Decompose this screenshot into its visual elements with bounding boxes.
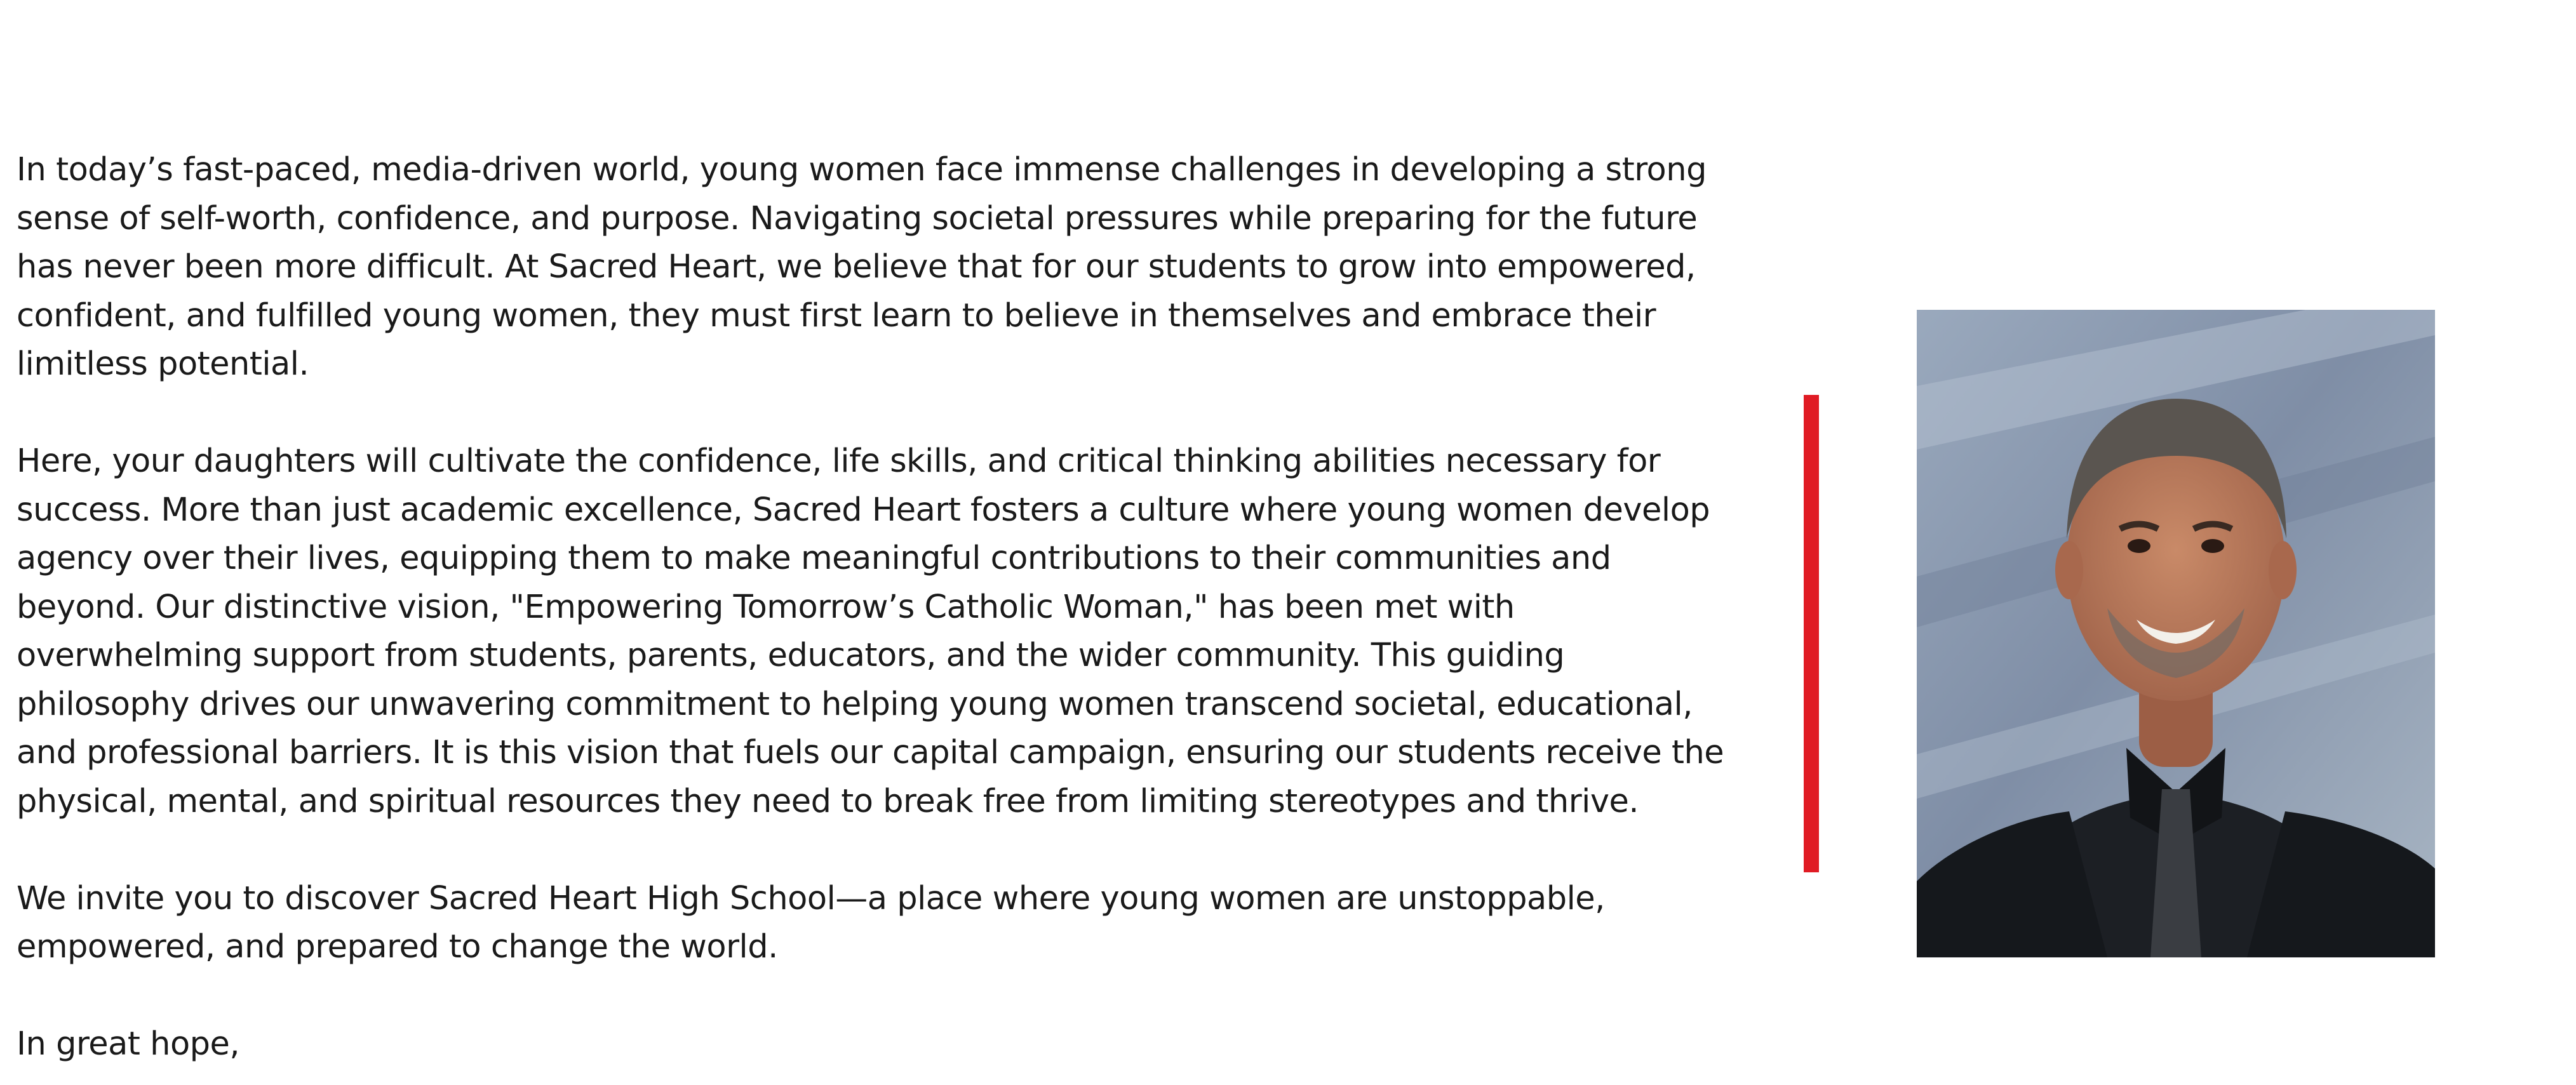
person-portrait-icon <box>1917 310 2435 957</box>
letter-paragraph-1: In today’s fast-paced, media-driven world, young women face immense challenges in developing a strong sense of self-worth, confidence, and purpose. Navigating societal pressures while preparing for the future has never been more difficult. At Sacred Heart, we believe that for our students to grow into empowered, confident, and fulfilled young women, they must first learn to believe in themselves and embrace their limitless potential. <box>17 151 1707 383</box>
letter-paragraph-3: We invite you to discover Sacred Heart High School—a place where young women are unstoppable, empowered, and prepared to change the world. <box>17 879 1605 966</box>
letter-paragraph-2: Here, your daughters will cultivate the confidence, life skills, and critical thinking abilities necessary for success. More than just academic excellence, Sacred Heart fosters a culture where young women develop agency over their lives, equipping them to make meaningful contributions to their communities and beyond. Our distinctive vision, "Empowering Tomorrow’s Catholic Woman," has been met with overwhelming support from students, parents, educators, and the wider community. This guiding philosophy drives our unwavering commitment to helping young women transcend societal, educational, and professional barriers. It is this vision that fuels our capital campaign, ensuring our students receive the physical, mental, and spiritual resources they need to break free from limiting stereotypes and thrive. <box>17 443 1724 820</box>
letter-closing: In great hope, <box>17 1025 240 1063</box>
portrait-photo <box>1917 310 2435 957</box>
red-accent-bar <box>1804 395 1819 872</box>
letter-body <box>17 146 1744 1069</box>
